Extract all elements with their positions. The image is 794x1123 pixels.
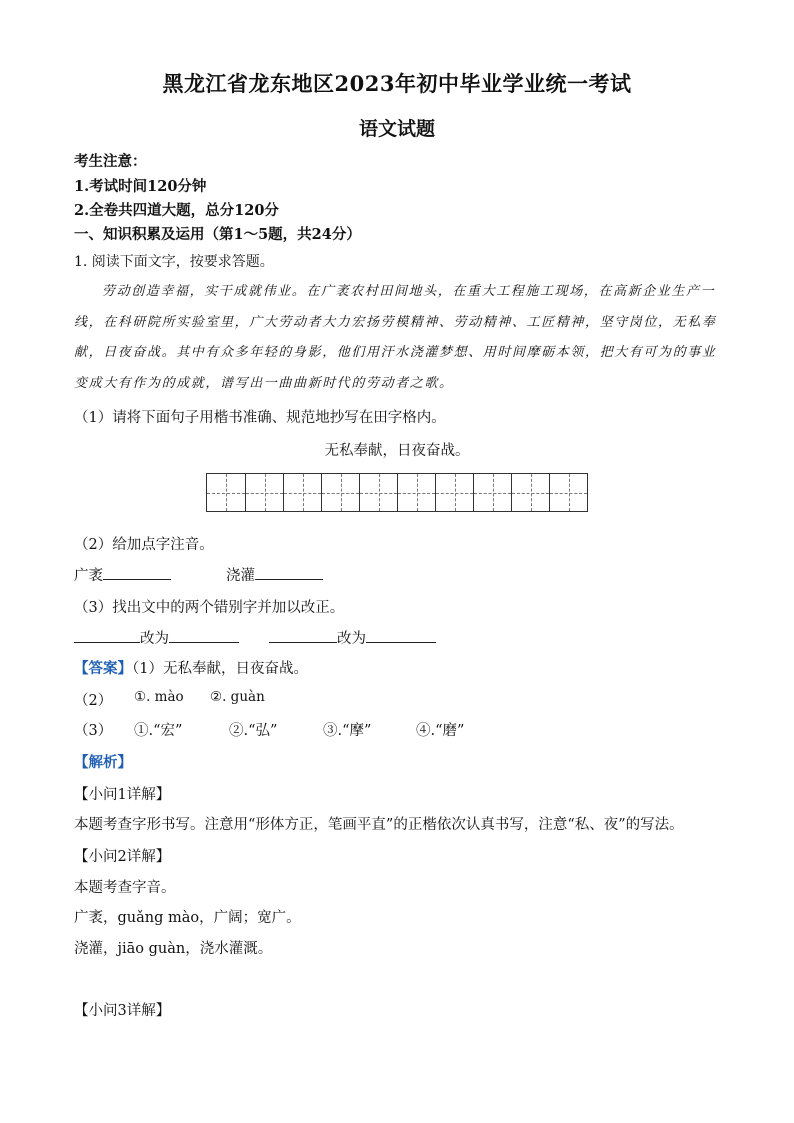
detail-1-text: 本题考查字形书写。注意用“形体方正，笔画平直”的正楷依次认真书写，注意“私、夜”的写法。: [74, 817, 684, 833]
answer-2-label: （2）: [74, 693, 113, 709]
pinyin-blank-b[interactable]: [255, 565, 323, 580]
notice-heading: 考生注意：: [74, 153, 147, 170]
detail-2-text: 本题考查字音。: [74, 880, 176, 896]
wrong-char-blank-1[interactable]: [74, 628, 140, 643]
notice-item-2: 2.全卷共四道大题，总分120分: [74, 202, 279, 219]
notice-item-1: 1.考试时间120分钟: [74, 178, 207, 195]
exam-subtitle: 语文试题: [358, 118, 435, 140]
answer-1: （1）无私奉献，日夜奋战。: [132, 661, 308, 677]
answer-label: 【答案】: [74, 660, 132, 677]
grid-cell[interactable]: [397, 474, 435, 511]
change-to-label: 改为: [140, 631, 169, 647]
detail-3-heading: 【小问3详解】: [74, 1003, 171, 1019]
sub-question-2: （2）给加点字注音。: [74, 537, 214, 553]
section-1-heading: 一、知识积累及运用（第1～5题，共24分）: [74, 226, 361, 243]
answer-3-item-2: ②.“弘”: [229, 723, 278, 739]
pinyin-item-a: [74, 564, 171, 585]
reading-passage: 劳动创造幸福，实干成就伟业。在广袤农村田间地头，在重大工程施工现场，在高新企业生产一线，在科研院所实验室里，广大劳动者大力宏扬劳模精神、劳动精神、工匠精神，坚守岗位，无私奉献，日夜奋战。其中有众多年轻的身影，他们用汗水浇灌梦想、用时间摩砺本领，把大有可为的事业变成大有作为的成就，谱写出一曲曲新时代的劳动者之歌。: [74, 284, 717, 391]
question-1-stem: 1. 阅读下面文字，按要求答题。: [74, 254, 274, 270]
grid-cell[interactable]: [321, 474, 359, 511]
answer-3-item-3: ③.“摩”: [323, 723, 372, 739]
right-char-blank-2[interactable]: [366, 628, 436, 643]
tianzige-grid[interactable]: [206, 473, 588, 512]
grid-cell[interactable]: [549, 474, 587, 511]
detail-2-line-1: 广袤，guǎng mào，广阔；宽广。: [74, 910, 301, 926]
sub-question-1: （1）请将下面句子用楷书准确、规范地抄写在田字格内。: [74, 410, 446, 426]
answer-3-label: （3）: [74, 723, 113, 739]
grid-cell[interactable]: [283, 474, 321, 511]
right-char-blank-1[interactable]: [169, 628, 239, 643]
grid-cell[interactable]: [207, 474, 245, 511]
grid-cell[interactable]: [473, 474, 511, 511]
answer-2-item-1: ①. mào: [134, 689, 184, 705]
detail-2-line-2: 浇灌，jiāo guàn，浇水灌溉。: [74, 941, 273, 957]
copy-sentence: 无私奉献，日夜奋战。: [324, 443, 470, 459]
grid-cell[interactable]: [245, 474, 283, 511]
correction-row-1: [74, 627, 239, 648]
grid-cell[interactable]: [359, 474, 397, 511]
grid-cell[interactable]: [511, 474, 549, 511]
wrong-char-blank-2[interactable]: [269, 628, 337, 643]
correction-row-2: [269, 627, 436, 648]
detail-2-heading: 【小问2详解】: [74, 849, 171, 865]
detail-1-heading: 【小问1详解】: [74, 787, 171, 803]
pinyin-word-b: 浇灌: [226, 568, 255, 584]
answer-3-item-4: ④.“磨”: [416, 723, 465, 739]
pinyin-item-b: [226, 564, 323, 585]
answer-3-item-1: ①.“宏”: [134, 723, 183, 739]
grid-cell[interactable]: [435, 474, 473, 511]
change-to-label: 改为: [337, 631, 366, 647]
sub-question-3: （3）找出文中的两个错别字并加以改正。: [74, 600, 345, 616]
exam-title: 黑龙江省龙东地区2023年初中毕业学业统一考试: [162, 71, 632, 96]
answer-2-item-2: ②. guàn: [210, 689, 265, 705]
analysis-label: 【解析】: [74, 754, 132, 771]
pinyin-word-a: 广袤: [74, 568, 103, 584]
pinyin-blank-a[interactable]: [103, 565, 171, 580]
answer-line-1: [74, 657, 308, 678]
